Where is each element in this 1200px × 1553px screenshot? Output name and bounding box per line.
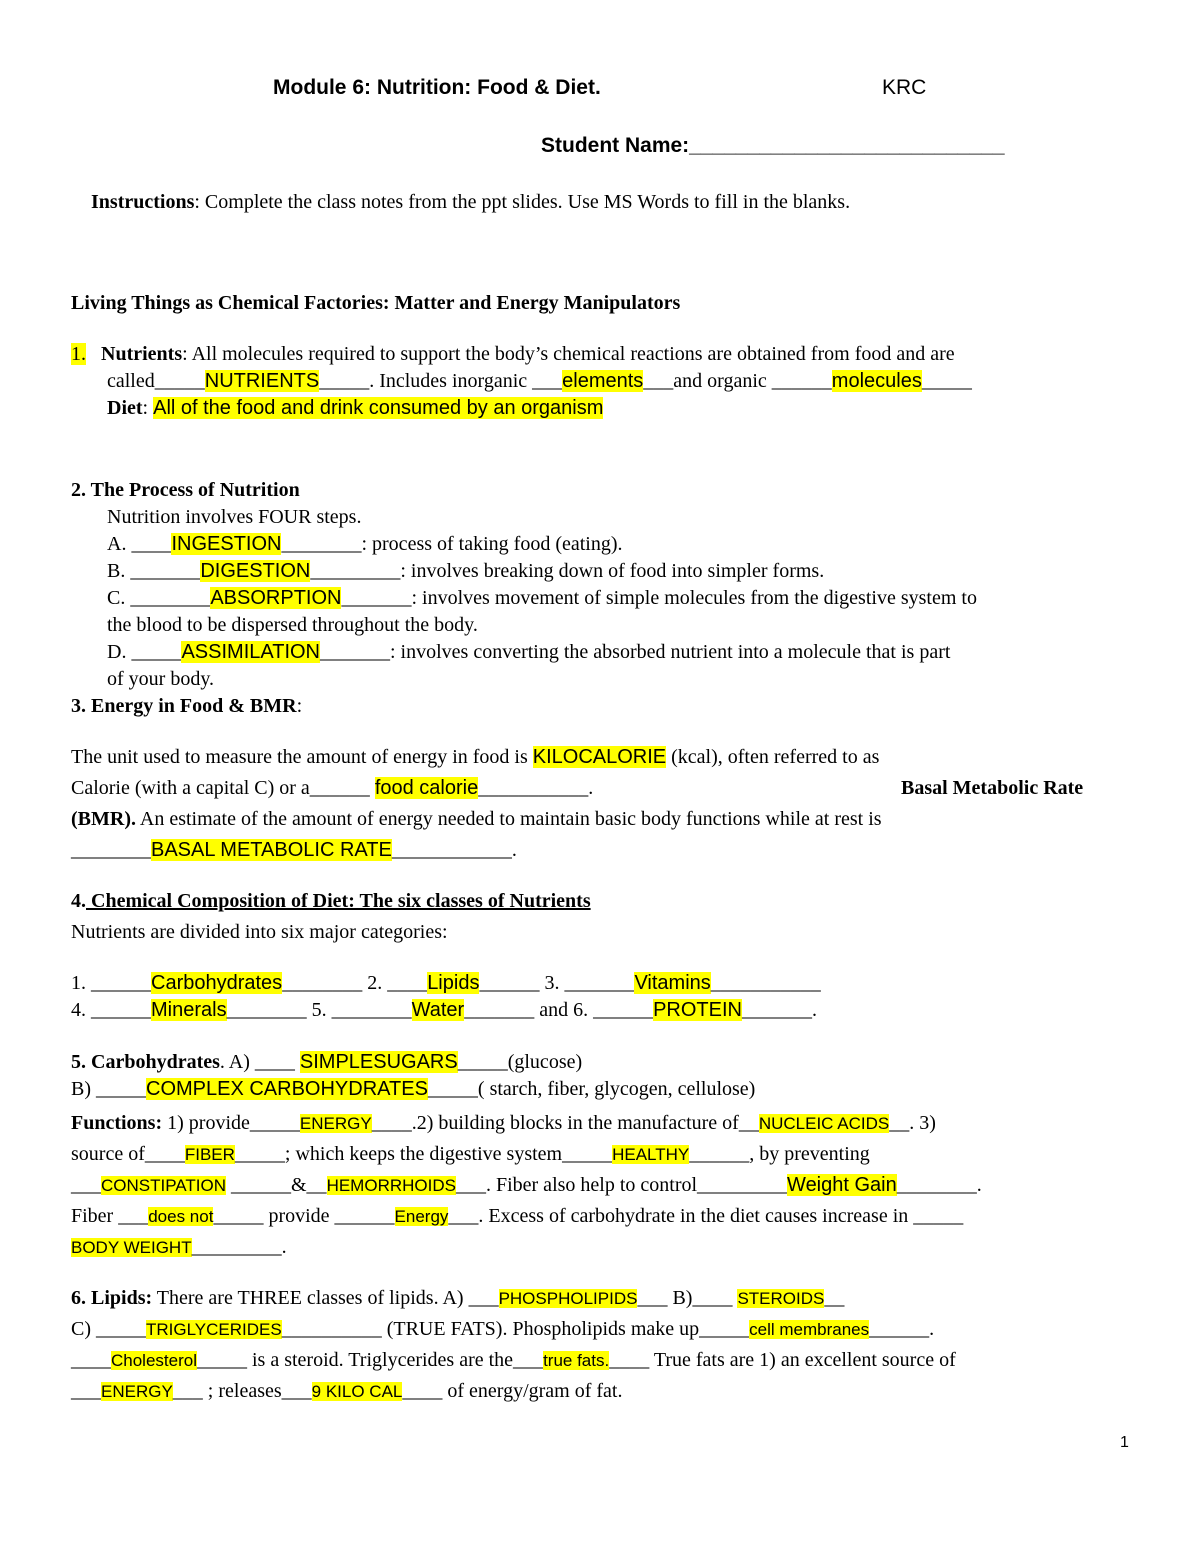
s6-line4 [71, 1379, 623, 1404]
s3-heading [71, 694, 302, 718]
step-a-prefix: A. ____ [107, 533, 172, 555]
s4-row1 [71, 971, 821, 995]
blank: _____ [921, 370, 972, 392]
s2-intro: Nutrition involves FOUR steps. [107, 506, 362, 528]
blank: source of____ [71, 1143, 185, 1165]
blank: ___________ [710, 972, 821, 994]
s3-line2 [71, 776, 593, 800]
s5-a-post: _____(glucose) [457, 1051, 583, 1073]
s5-functions-1 [71, 1111, 936, 1136]
blank: _________. [191, 1236, 287, 1258]
blank: ________ 2. ____ [282, 972, 428, 994]
s2-step-d [107, 640, 950, 664]
s5-f1-mid: ____.2) building blocks in the manufacture of__ [371, 1112, 759, 1134]
s1-line1 [71, 342, 955, 366]
s6-l1-mid: ___ B)____ [637, 1287, 738, 1309]
instructions [91, 190, 850, 214]
s5-f4-post: ___. Excess of carbohydrate in the diet causes increase in _____ [448, 1205, 964, 1227]
s6-l3-post: ____ True fats are 1) an excellent source of [609, 1349, 956, 1371]
s1-called: called [107, 370, 155, 392]
answer-food-calorie[interactable]: food calorie [374, 777, 479, 799]
s6-l4-post: ____ of energy/gram of fat. [402, 1380, 623, 1402]
blank: ________ [71, 839, 151, 861]
s3-l3-rest: An estimate of the amount of energy needed to maintain basic body functions while at rest is [135, 808, 882, 830]
bmr-abbrev: (BMR). [71, 808, 136, 830]
answer-nutrients[interactable]: NUTRIENTS [204, 370, 320, 392]
s1-text: : All molecules required to support the body’s chemical reactions are obtained from food and are [182, 343, 955, 365]
section-heading: Living Things as Chemical Factories: Matter and Energy Manipulators [71, 292, 681, 314]
s1-diet-line [107, 396, 603, 420]
blank: ________ [281, 533, 362, 555]
document-title: Module 6: Nutrition: Food & Diet. [273, 76, 601, 99]
diet-label: Diet [107, 397, 143, 419]
answer-triglycerides[interactable]: TRIGLYCERIDES [146, 1320, 282, 1339]
s5-line-a [71, 1050, 582, 1074]
blank: ____________. [391, 839, 517, 861]
student-name-field[interactable]: Student Name:___________________________ [541, 134, 1005, 157]
blank: _______. [741, 999, 817, 1021]
s3-heading-colon: : [296, 695, 303, 717]
answer-energy[interactable]: ENERGY [299, 1114, 372, 1133]
blank: ___________. [478, 777, 594, 799]
step-d-prefix: D. _____ [107, 641, 182, 663]
blank: . A) ____ [219, 1051, 300, 1073]
s2-step-b [107, 559, 824, 583]
answer-ingestion[interactable]: INGESTION [171, 533, 282, 555]
s5-b-post: _____( starch, fiber, glycogen, cellulose) [427, 1078, 756, 1100]
answer-digestion[interactable]: DIGESTION [200, 560, 311, 582]
blank: ___ [71, 1380, 101, 1402]
blank: 4. ______ [71, 999, 151, 1021]
answer-phospholipids[interactable]: PHOSPHOLIPIDS [498, 1289, 638, 1308]
answer-absorption[interactable]: ABSORPTION [210, 587, 342, 609]
s2-step-c-cont: the blood to be dispersed throughout the body. [107, 614, 478, 636]
blank: _______ [341, 587, 412, 609]
blank: _____ [154, 370, 205, 392]
answer-true-fats[interactable]: true fats. [543, 1351, 610, 1370]
functions-label: Functions: [71, 1112, 163, 1134]
page-number: 1 [1120, 1434, 1129, 1451]
s6-l2-pre: C) _____ [71, 1318, 146, 1340]
answer-minerals[interactable]: Minerals [151, 999, 227, 1021]
answer-energy-2[interactable]: Energy [394, 1207, 449, 1226]
s5-line-b [71, 1077, 755, 1101]
step-b-prefix: B. _______ [107, 560, 201, 582]
answer-bmr[interactable]: BASAL METABOLIC RATE [151, 839, 392, 861]
s6-heading: 6. Lipids: [71, 1287, 153, 1309]
s1-includes: . Includes inorganic ___ [369, 370, 563, 392]
answer-carbohydrates[interactable]: Carbohydrates [151, 972, 283, 994]
blank: _____ [319, 370, 370, 392]
answer-cell-membranes[interactable]: cell membranes [749, 1320, 870, 1339]
s6-l2-mid: __________ (TRUE FATS). Phospholipids make up_____ [281, 1318, 750, 1340]
blank: ______. [869, 1318, 935, 1340]
s2-step-c [107, 586, 977, 610]
s5-functions-2 [71, 1142, 870, 1167]
blank: ________. [896, 1174, 982, 1196]
s2-heading: 2. The Process of Nutrition [71, 479, 300, 501]
step-d-desc: : involves converting the absorbed nutrient into a molecule that is part [390, 641, 951, 663]
answer-steroids[interactable]: STEROIDS [737, 1289, 825, 1308]
s1-number: 1. [71, 343, 86, 365]
s6-line1 [71, 1286, 844, 1311]
author-initials: KRC [882, 76, 927, 99]
s4-title: Chemical Composition of Diet: The six classes of Nutrients [86, 890, 591, 912]
s6-line2 [71, 1317, 934, 1342]
step-a-desc: : process of taking food (eating). [361, 533, 623, 555]
s5-f2-mid: _____; which keeps the digestive system_____ [234, 1143, 613, 1165]
answer-constipation[interactable]: CONSTIPATION [101, 1176, 226, 1195]
blank: __ [824, 1287, 845, 1309]
answer-lipid-energy[interactable]: ENERGY [101, 1382, 173, 1401]
answer-molecules[interactable]: molecules [831, 370, 922, 392]
s4-row2 [71, 998, 817, 1022]
answer-assimilation[interactable]: ASSIMILATION [181, 641, 320, 663]
s3-line1 [71, 745, 879, 769]
s3-line3 [71, 807, 882, 831]
blank: _______ and 6. ______ [464, 999, 654, 1021]
s3-line4 [71, 838, 517, 862]
answer-lipids[interactable]: Lipids [427, 972, 480, 994]
blank: ____ [71, 1349, 111, 1371]
s3-heading-text: 3. Energy in Food & BMR [71, 695, 297, 717]
answer-nucleic-acids[interactable]: NUCLEIC ACIDS [758, 1114, 890, 1133]
s5-f2-post: ______, by preventing [689, 1143, 870, 1165]
step-b-desc: : involves breaking down of food into simpler forms. [400, 560, 825, 582]
step-c-prefix: C. ________ [107, 587, 211, 609]
blank: _______ [320, 641, 390, 663]
s1-and-organic: ___and organic ______ [643, 370, 832, 392]
blank: B) _____ [71, 1078, 146, 1100]
s1-label: Nutrients [101, 343, 183, 365]
s6-l3-mid: _____ is a steroid. Triglycerides are the___ [197, 1349, 544, 1371]
s4-intro: Nutrients are divided into six major categories: [71, 921, 448, 943]
instructions-text: : Complete the class notes from the ppt slides. Use MS Words to fill in the blanks. [194, 191, 851, 213]
s3-l2-pre: Calorie (with a capital C) or a______ [71, 777, 375, 799]
s3-l1-post: (kcal), often referred to as [666, 746, 880, 768]
bmr-term: Basal Metabolic Rate [901, 777, 1084, 799]
s5-functions-5 [71, 1235, 287, 1260]
answer-weight-gain[interactable]: Weight Gain [787, 1174, 897, 1196]
answer-complex-carbs[interactable]: COMPLEX CARBOHYDRATES [146, 1078, 428, 1100]
s6-l4-mid: ___ ; releases___ [172, 1380, 312, 1402]
blank: ___ [71, 1174, 101, 1196]
blank: Fiber ___ [71, 1205, 149, 1227]
s5-heading: 5. Carbohydrates [71, 1051, 220, 1073]
blank: _________ [310, 560, 401, 582]
s5-functions-4 [71, 1204, 963, 1229]
s4-num: 4. [71, 890, 86, 912]
s3-l1-pre: The unit used to measure the amount of energy in food is [71, 746, 533, 768]
answer-fiber[interactable]: FIBER [184, 1145, 235, 1164]
s1-line2 [107, 369, 972, 393]
diet-colon: : [142, 397, 154, 419]
blank: 1. ______ [71, 972, 151, 994]
s6-line3 [71, 1348, 956, 1373]
s5-functions-3 [71, 1173, 982, 1198]
instructions-label: Instructions [91, 191, 195, 213]
answer-cholesterol[interactable]: Cholesterol [111, 1351, 197, 1370]
answer-9-kilo-cal[interactable]: 9 KILO CAL [311, 1382, 403, 1401]
answer-vitamins[interactable]: Vitamins [634, 972, 711, 994]
blank: ________ 5. ________ [226, 999, 412, 1021]
answer-simple-sugars[interactable]: SIMPLESUGARS [299, 1051, 458, 1073]
answer-kilocalorie[interactable]: KILOCALORIE [532, 746, 667, 768]
s5-f4-mid: _____ provide ______ [213, 1205, 395, 1227]
blank: ______ 3. _______ [479, 972, 635, 994]
answer-elements[interactable]: elements [562, 370, 644, 392]
s5-f1-post: __. 3) [889, 1112, 936, 1134]
s5-f3-mid: ___. Fiber also help to control_________ [455, 1174, 788, 1196]
blank: 1) provide_____ [162, 1112, 300, 1134]
s4-heading [71, 889, 591, 913]
answer-diet-definition[interactable]: All of the food and drink consumed by an organism [153, 397, 604, 419]
s2-step-a [107, 532, 623, 556]
answer-water[interactable]: Water [411, 999, 465, 1021]
answer-healthy[interactable]: HEALTHY [612, 1145, 690, 1164]
blank: ______&__ [226, 1174, 327, 1196]
answer-protein[interactable]: PROTEIN [653, 999, 742, 1021]
answer-hemorrhoids[interactable]: HEMORRHOIDS [326, 1176, 456, 1195]
s6-l1-pre: There are THREE classes of lipids. A) ___ [152, 1287, 499, 1309]
step-c-desc: : involves movement of simple molecules from the digestive system to [411, 587, 977, 609]
answer-does-not[interactable]: does not [148, 1207, 214, 1226]
s2-step-d-cont: of your body. [107, 668, 215, 690]
answer-body-weight[interactable]: BODY WEIGHT [71, 1238, 192, 1257]
